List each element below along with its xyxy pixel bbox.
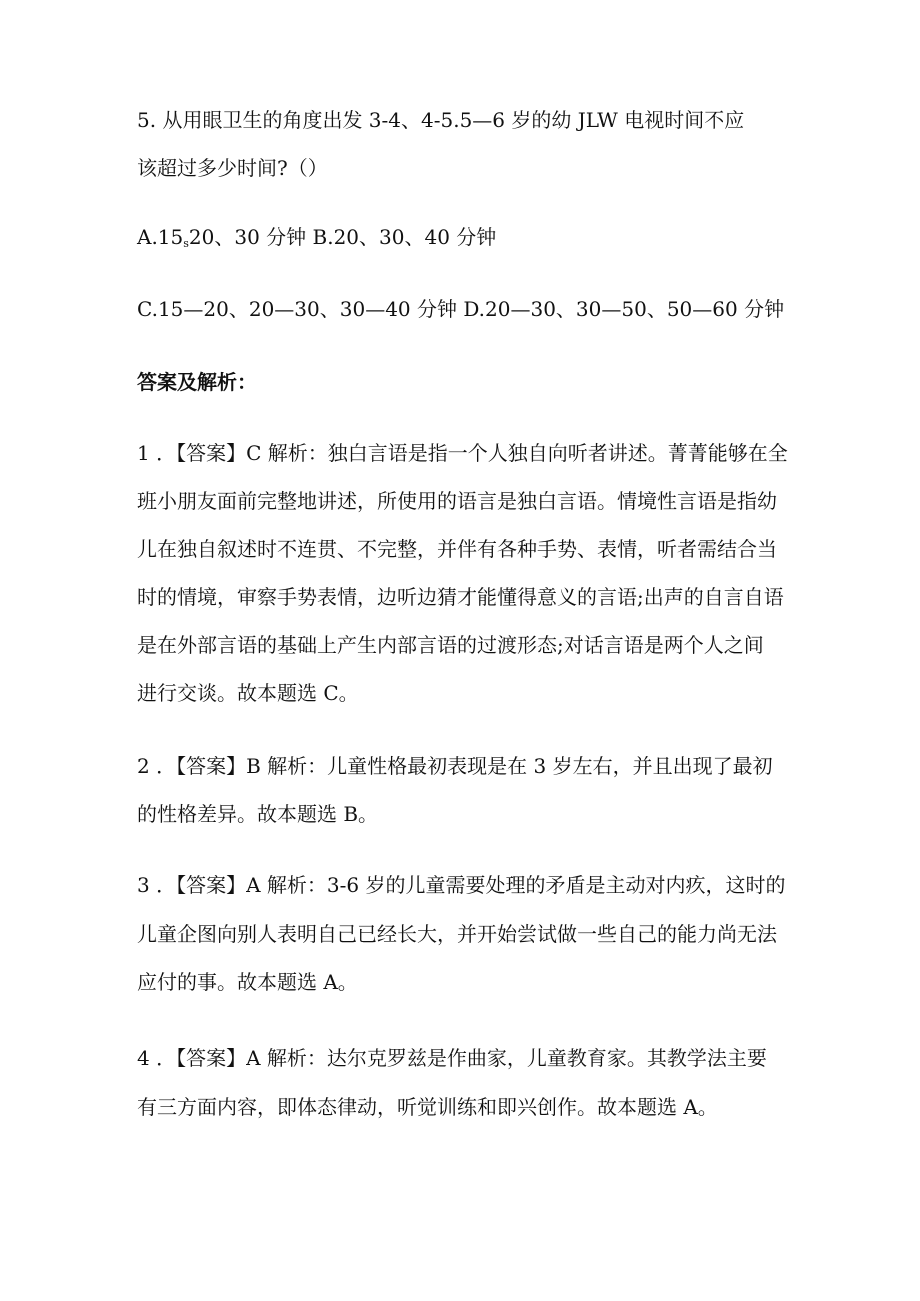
answer-4-line-2: 有三方面内容，即体态律动，听觉训练和即兴创作。故本题选 A。 bbox=[137, 1095, 718, 1119]
option-a-start: A.15 bbox=[137, 225, 184, 249]
question-5-line-2: 该超过多少时间?（） bbox=[137, 156, 328, 180]
answer-1-line-6: 进行交谈。故本题选 C。 bbox=[137, 681, 359, 705]
answers-heading: 答案及解析： bbox=[137, 370, 257, 394]
option-c-d-line: C.15—20、20—30、30—40 分钟 D.20—30、30—50、50—60 分钟 bbox=[137, 297, 785, 321]
answer-2-line-1: 2 ．【答案】B 解析：儿童性格最初表现是在 3 岁左右，并且出现了最初 bbox=[137, 754, 773, 778]
answer-3-line-2: 儿童企图向别人表明自己已经长大，并开始尝试做一些自己的能力尚无法 bbox=[137, 922, 777, 946]
option-a-subscript: s bbox=[183, 237, 189, 250]
answer-1-line-4: 时的情境，审察手势表情，边听边猜才能懂得意义的言语;出声的自言自语 bbox=[137, 585, 784, 609]
answer-1-line-5: 是在外部言语的基础上产生内部言语的过渡形态;对话言语是两个人之间 bbox=[137, 633, 764, 657]
answer-2-line-2: 的性格差异。故本题选 B。 bbox=[137, 802, 379, 826]
option-a-b-line bbox=[137, 224, 496, 257]
answer-1-line-3: 儿在独自叙述时不连贯、不完整，并伴有各种手势、表情，听者需结合当 bbox=[137, 537, 777, 561]
question-5-line-1: 5. 从用眼卫生的角度出发 3-4、4-5.5—6 岁的幼 JLW 电视时间不应 bbox=[137, 108, 745, 132]
option-a-b-rest: 20、30 分钟 B.20、30、40 分钟 bbox=[188, 225, 497, 249]
answer-4-line-1: 4 ．【答案】A 解析：达尔克罗兹是作曲家，儿童教育家。其教学法主要 bbox=[137, 1046, 767, 1070]
answer-3-line-1: 3 ．【答案】A 解析：3-6 岁的儿童需要处理的矛盾是主动对内疚，这时的 bbox=[137, 873, 786, 897]
answer-3-line-3: 应付的事。故本题选 A。 bbox=[137, 970, 358, 994]
answer-1-line-2: 班小朋友面前完整地讲述，所使用的语言是独白言语。情境性言语是指幼 bbox=[137, 489, 777, 513]
answer-1-line-1: 1 ．【答案】C 解析：独白言语是指一个人独自向听者讲述。菁菁能够在全 bbox=[137, 441, 788, 465]
